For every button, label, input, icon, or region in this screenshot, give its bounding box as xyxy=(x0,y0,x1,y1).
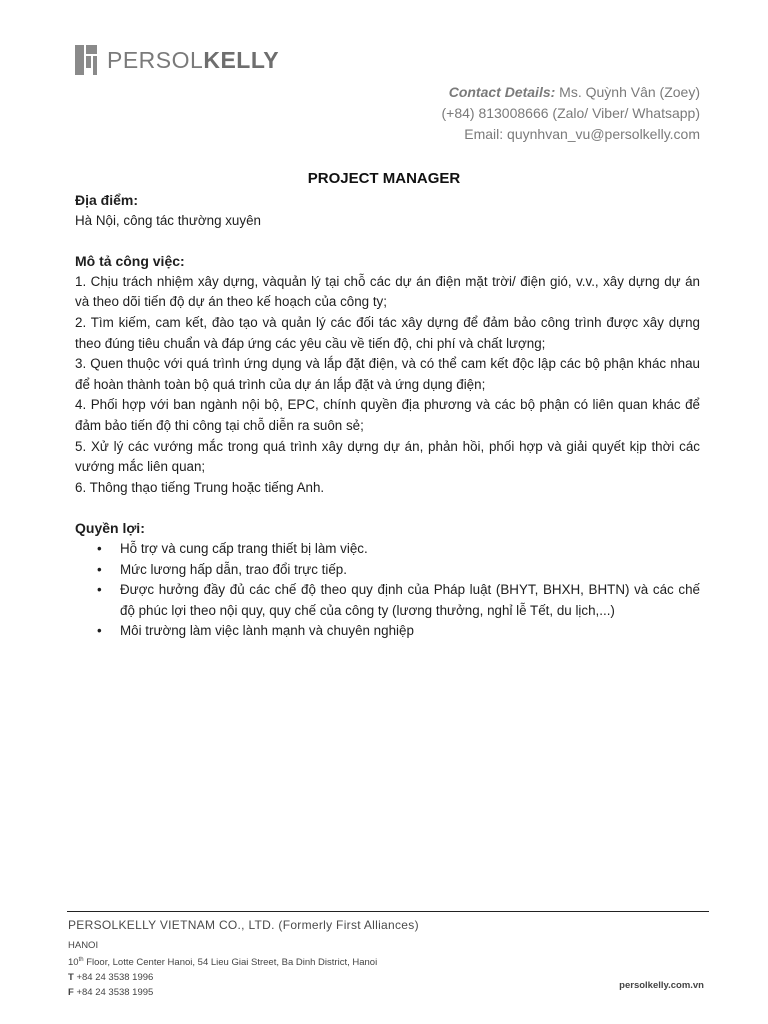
description-item: 4. Phối hợp với ban ngành nội bộ, EPC, chính quyền địa phương và các bộ phận có liên quan khác để đảm bảo tiến độ thi công tại chỗ diễn ra suôn sẻ; xyxy=(75,397,700,433)
footer-divider xyxy=(67,911,709,912)
contact-details xyxy=(441,82,700,145)
footer-company: PERSOLKELLY VIETNAM CO., LTD. (Formerly First Alliances) xyxy=(68,918,419,932)
company-logo xyxy=(75,44,279,76)
contact-label: Contact Details: xyxy=(448,84,556,100)
description-item: 5. Xử lý các vướng mắc trong quá trình xây dựng dự án, phản hồi, phối hợp và giải quyết kịp thời các vướng mắc liên quan; xyxy=(75,438,700,475)
bullet-icon: • xyxy=(97,540,102,556)
benefit-item: • Mức lương hấp dẫn, trao đổi trực tiếp. xyxy=(75,560,700,581)
description-item: 6. Thông thạo tiếng Trung hoặc tiếng Anh. xyxy=(75,479,325,495)
contact-email: Email: quynhvan_vu@persolkelly.com xyxy=(464,126,700,142)
contact-name: Ms. Quỳnh Vân (Zoey) xyxy=(555,84,700,100)
description-item: 3. Quen thuộc với quá trình ứng dụng và lắp đặt điện, và có thể cam kết độc lập các bộ phận khác nhau để hoàn thành toàn bộ quá trình của dự án lắp đặt và ứng dụng điện; xyxy=(75,356,700,392)
location-text: Hà Nội, công tác thường xuyên xyxy=(75,212,261,228)
benefits-list xyxy=(75,539,700,642)
persolkelly-logo-icon xyxy=(75,45,97,75)
footer-address: 10th Floor, Lotte Center Hanoi, 54 Lieu Giai Street, Ba Dinh District, Hanoi xyxy=(68,957,378,969)
contact-phone: (+84) 813008666 (Zalo/ Viber/ Whatsapp) xyxy=(441,105,700,121)
bullet-icon: • xyxy=(97,561,102,577)
job-title: PROJECT MANAGER xyxy=(307,170,461,187)
description-heading: Mô tả công việc: xyxy=(75,253,185,270)
page-footer xyxy=(68,918,704,1000)
job-content xyxy=(75,190,700,642)
benefit-item: • Hỗ trợ và cung cấp trang thiết bị làm việc. xyxy=(75,539,700,560)
logo-wordmark: PERSOLKELLY xyxy=(107,46,280,73)
bullet-icon: • xyxy=(97,623,102,639)
description-item: 1. Chịu trách nhiệm xây dựng, vàquản lý tại chỗ các dự án điện mặt trời/ điện gió, v.v., xây dựng dự án và theo dõi tiến độ dự án theo kế hoạch của công ty; xyxy=(75,273,700,310)
footer-city: HANOI xyxy=(68,940,99,951)
bullet-icon: • xyxy=(97,582,102,598)
location-heading: Địa điểm: xyxy=(75,192,139,208)
footer-fax: F +84 24 3538 1995 xyxy=(68,987,154,999)
footer-website[interactable]: persolkelly.com.vn xyxy=(619,980,704,991)
benefit-item: • Được hưởng đầy đủ các chế độ theo quy định của Pháp luật (BHYT, BHXH, BHTN) và các chế độ phúc lợi theo nội quy, quy chế của công ty (lương thưởng, nghỉ lễ Tết, du lịch,...) xyxy=(97,582,700,618)
benefit-item: • Môi trường làm việc lành mạnh và chuyên nghiệp xyxy=(75,621,700,642)
contact-name-line xyxy=(441,82,700,103)
footer-phone: T +84 24 3538 1996 xyxy=(68,972,154,984)
benefits-heading: Quyền lợi: xyxy=(75,520,145,537)
description-item: 2. Tìm kiếm, cam kết, đào tạo và quản lý các đối tác xây dựng để đảm bảo công trình được xây dựng theo đúng tiêu chuẩn và đáp ứng các yêu cầu về tiến độ, chi phí và chất lượng; xyxy=(75,314,700,351)
